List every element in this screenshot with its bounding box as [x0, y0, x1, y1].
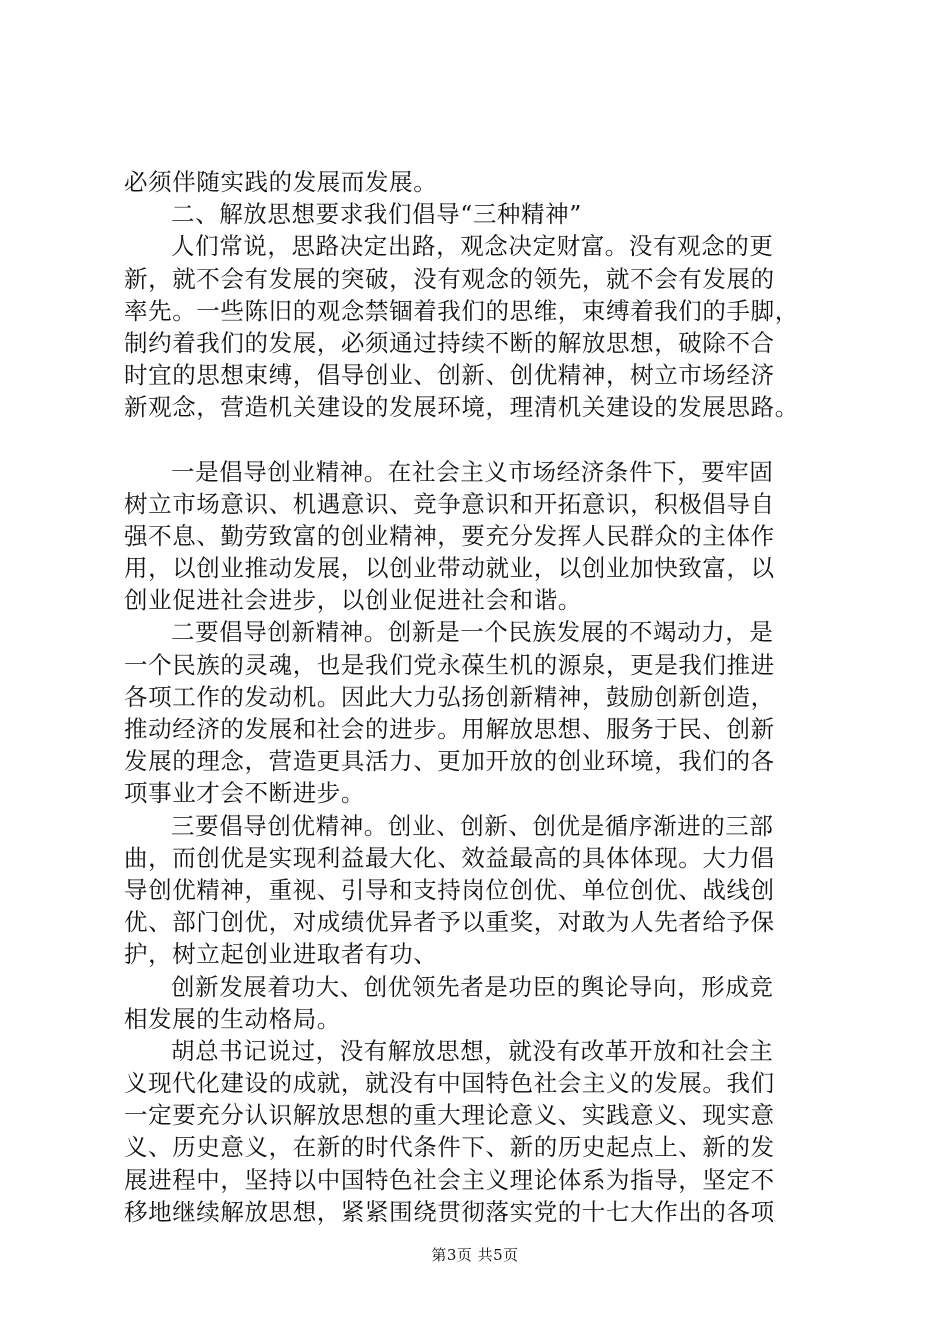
- body-line: 义现代化建设的成就，就没有中国特色社会主义的发展。我们: [124, 1069, 775, 1098]
- body-line: 制约着我们的发展，必须通过持续不断的解放思想，破除不合: [124, 328, 775, 357]
- body-line: 曲，而创优是实现利益最大化、效益最高的具体体现。大力倡: [124, 843, 775, 872]
- body-line: 推动经济的发展和社会的进步。用解放思想、服务于民、创新: [124, 715, 775, 743]
- body-line: 义、历史意义，在新的时代条件下、新的历史起点上、新的发: [124, 1133, 775, 1162]
- body-line: 一是倡导创业精神。在社会主义市场经济条件下，要牢固: [171, 457, 774, 486]
- body-line: 强不息、勤劳致富的创业精神，要充分发挥人民群众的主体作: [124, 521, 775, 550]
- body-line: 创业促进社会进步，以创业促进社会和谐。: [124, 586, 582, 615]
- body-line: 导创优精神，重视、引导和支持岗位创优、单位创优、战线创: [124, 875, 775, 904]
- body-line: 胡总书记说过，没有解放思想，就没有改革开放和社会主: [171, 1036, 774, 1065]
- body-line: 人们常说，思路决定出路，观念决定财富。没有观念的更: [171, 232, 774, 261]
- body-line: 移地继续解放思想，紧紧围绕贯彻落实党的十七大作出的各项: [124, 1197, 775, 1226]
- page-number-footer: 第3页 共5页: [431, 1246, 519, 1264]
- body-line: 用，以创业推动发展，以创业带动就业，以创业加快致富，以: [124, 554, 775, 583]
- body-line: 率先。一些陈旧的观念禁锢着我们的思维，束缚着我们的手脚，: [124, 296, 799, 325]
- body-line: 一个民族的灵魂，也是我们党永葆生机的源泉，更是我们推进: [124, 650, 775, 679]
- section-heading: 二、解放思想要求我们倡导“三种精神”: [171, 200, 582, 229]
- body-line: 展进程中，坚持以中国特色社会主义理论体系为指导，坚定不: [124, 1165, 775, 1194]
- body-line: 时宜的思想束缚，倡导创业、创新、创优精神，树立市场经济: [124, 361, 775, 390]
- body-line: 二要倡导创新精神。创新是一个民族发展的不竭动力，是: [171, 618, 774, 647]
- body-line: 优、部门创优，对成绩优异者予以重奖，对敢为人先者给予保: [124, 908, 775, 937]
- body-line: 新，就不会有发展的突破，没有观念的领先，就不会有发展的: [124, 264, 775, 293]
- body-line: 护，树立起创业进取者有功、: [124, 940, 438, 969]
- body-line: 创新发展着功大、创优领先者是功臣的舆论导向，形成竞: [171, 972, 774, 1001]
- body-line: 相发展的生动格局。: [124, 1004, 341, 1033]
- body-line: 三要倡导创优精神。创业、创新、创优是循序渐进的三部: [171, 811, 774, 840]
- body-line: 必须伴随实践的发展而发展。: [124, 168, 438, 196]
- body-line: 一定要充分认识解放思想的重大理论意义、实践意义、现实意: [124, 1101, 775, 1130]
- body-line: 各项工作的发动机。因此大力弘扬创新精神，鼓励创新创造，: [124, 682, 775, 711]
- document-body: [124, 166, 836, 1228]
- body-line: 项事业才会不断进步。: [124, 779, 365, 808]
- body-line: 新观念，营造机关建设的发展环境，理清机关建设的发展思路。: [124, 393, 799, 422]
- body-line: 发展的理念，营造更具活力、更加开放的创业环境，我们的各: [124, 747, 775, 776]
- paragraph-gap: [124, 424, 836, 456]
- body-line: 树立市场意识、机遇意识、竞争意识和开拓意识，积极倡导自: [124, 489, 775, 518]
